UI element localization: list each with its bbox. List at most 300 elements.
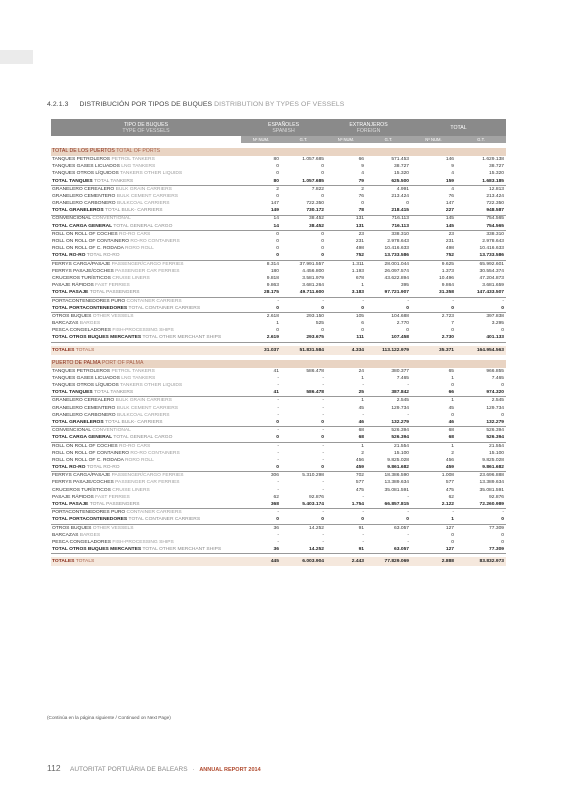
- row-label-en: CONTAINER CARRIERS: [126, 298, 182, 304]
- row-value: 4.334: [326, 346, 366, 355]
- row-label-es: TOTAL TANQUES: [52, 390, 93, 396]
- row-value: 15.320: [489, 171, 505, 177]
- row-label-en: BARGES: [79, 321, 101, 327]
- row-value: 1: [361, 375, 365, 381]
- row-label-es: GRANELERO CARBONERO: [52, 412, 116, 418]
- row-label-en: TOTALS: [75, 347, 95, 353]
- row-label-en: LNG TANKERS: [121, 164, 156, 170]
- row-label-en: BULK GRAIN CARRIERS: [115, 398, 172, 404]
- subtotal-row: [51, 289, 506, 297]
- row-value: 12.813: [456, 185, 506, 193]
- row-value: -: [322, 412, 325, 418]
- footer-separator: ·: [192, 766, 195, 773]
- row-value: 1: [361, 283, 365, 289]
- row-value: 21.554: [456, 442, 506, 450]
- row-value: 0: [361, 328, 365, 334]
- row-value: 2.443: [326, 557, 366, 566]
- row-value: 35.081.591: [384, 487, 410, 493]
- row-value: 0: [276, 239, 279, 244]
- row-value: 2.888: [411, 557, 456, 566]
- table-row: [51, 532, 506, 539]
- row-value: 974.320: [456, 389, 506, 397]
- row-label-en: PASSENGER CAR FERRIES: [115, 268, 180, 274]
- continued-note: (Continúa en la página siguiente / Continued on Next Page): [47, 715, 171, 720]
- row-value: 0: [241, 464, 281, 472]
- row-value: 387.842: [366, 389, 411, 397]
- row-value: 38.452: [281, 223, 326, 231]
- row-value: 38.727: [489, 164, 505, 170]
- row-label: [51, 516, 241, 524]
- row-value: 164.954.563: [456, 346, 506, 355]
- row-value: 678: [355, 275, 365, 281]
- table-row: [51, 185, 506, 193]
- row-value: 716.113: [366, 223, 411, 231]
- row-value: -: [366, 509, 411, 517]
- row-value: 21.554: [366, 442, 411, 450]
- row-value: 5.310.298: [281, 472, 326, 480]
- header-foreign: [326, 119, 411, 136]
- row-value: 1: [411, 516, 456, 524]
- row-label-en: TANKERS OTHER LIQUIDS: [120, 383, 183, 388]
- row-value: 92.876: [309, 494, 325, 500]
- region-header-row: [51, 148, 506, 156]
- row-label: [51, 335, 241, 343]
- table-row: [51, 442, 506, 450]
- row-value: 1: [326, 397, 366, 405]
- row-label-es: ROLL ON ROLL OF COCHES: [52, 443, 118, 449]
- row-value: 293.675: [281, 335, 326, 343]
- row-value: 0: [451, 328, 455, 334]
- row-label-en: BARGES: [79, 532, 101, 538]
- row-label: [51, 238, 241, 245]
- row-value: 459: [411, 464, 456, 472]
- row-value: -: [322, 405, 325, 411]
- row-label-en: PASSENGER/CARGO FERRIES: [111, 261, 184, 267]
- row-value: 76: [358, 193, 365, 199]
- row-value: 586.478: [306, 368, 325, 374]
- row-value: -: [281, 427, 326, 435]
- row-label-en: LNG TANKERS: [121, 375, 156, 381]
- row-value: 0: [321, 328, 325, 334]
- table-row: [51, 260, 506, 268]
- region-name-es: TOTAL DE LOS PUERTOS: [52, 148, 115, 155]
- row-value: 51.831.584: [281, 346, 326, 355]
- row-label: [51, 524, 241, 532]
- row-value: 66.857.815: [366, 501, 411, 509]
- row-value: 722.350: [486, 201, 505, 207]
- page-number: 112: [47, 763, 61, 773]
- row-value: 526.394: [366, 427, 411, 435]
- row-label-en: FAST FERRIES: [95, 494, 130, 500]
- row-value: 145: [411, 215, 456, 223]
- row-value: 306: [241, 472, 281, 480]
- row-label-es: TANQUES PETROLEROS: [52, 156, 111, 162]
- row-value: 18.386.590: [366, 472, 411, 480]
- table-row: [51, 487, 506, 494]
- row-value: 35.081.591: [479, 487, 505, 493]
- row-value: 65.992.601: [456, 260, 506, 268]
- row-label-es: OTROS BUQUES: [52, 525, 92, 531]
- row-value: -: [362, 383, 365, 388]
- row-value: 338.310: [366, 230, 411, 238]
- row-value: 0: [241, 434, 281, 442]
- table-body: [51, 143, 506, 566]
- row-value: 9: [361, 164, 365, 170]
- row-value: 145: [411, 223, 456, 231]
- row-value: -: [277, 487, 279, 493]
- row-value: 0: [321, 171, 325, 177]
- row-value: -: [362, 412, 365, 418]
- row-label-es: PORTACONTENEDORES PURO: [52, 510, 126, 516]
- table-row: [51, 382, 506, 389]
- row-value: 3.681.264: [302, 283, 325, 289]
- row-value: 0: [281, 305, 326, 313]
- subtotal-row: [51, 501, 506, 509]
- subheader-gt: G.T.: [281, 136, 326, 143]
- row-value: 28.001.044: [366, 260, 411, 268]
- row-value: 1.008: [411, 472, 456, 480]
- row-label-es: CRUCEROS TURÍSTICOS: [52, 487, 111, 493]
- row-value: 526.394: [456, 434, 506, 442]
- row-value: 293.150: [281, 312, 326, 320]
- row-label-es: TANQUES OTROS LÍQUIDOS: [52, 171, 119, 177]
- row-value: 445: [241, 557, 281, 566]
- row-value: 62: [273, 494, 279, 500]
- row-value: -: [277, 405, 279, 411]
- row-value: -: [322, 450, 325, 456]
- subtotal-row: [51, 178, 506, 186]
- row-value: 571.453: [391, 156, 410, 162]
- row-value: 1.057.685: [281, 178, 326, 186]
- row-value: 41: [273, 368, 279, 374]
- row-value: 129.734: [486, 405, 505, 411]
- row-value: 80: [273, 156, 279, 162]
- table-row: [51, 230, 506, 238]
- row-label-en: TOTAL RO-RO: [86, 465, 120, 471]
- row-value: 36: [241, 546, 281, 554]
- row-label-en: RORO ROLL: [125, 246, 154, 252]
- row-label-en: TOTAL RO-RO: [86, 253, 120, 259]
- row-value: 231: [445, 239, 455, 244]
- row-value: 15.100: [489, 450, 505, 456]
- row-label-es: GRANELERO CEREALERO: [52, 398, 115, 404]
- row-value: 3.681.659: [482, 283, 505, 289]
- row-value: 31.037: [241, 346, 281, 355]
- section-number: 4.2.1.3: [47, 101, 69, 108]
- row-value: 2.122: [411, 501, 456, 509]
- table-row: [51, 375, 506, 382]
- row-label-es: TANQUES PETROLEROS: [52, 368, 111, 374]
- row-value: 1: [326, 442, 366, 450]
- row-label-es: TANQUES GASES LICUADOS: [52, 164, 120, 170]
- row-value: 526.394: [366, 434, 411, 442]
- row-label: [51, 450, 241, 457]
- row-label-es: ROLL ON ROLL OF C. RODADA: [52, 457, 124, 463]
- row-value: 0: [321, 239, 325, 244]
- table-row: [51, 524, 506, 532]
- footer-report: ANNUAL REPORT 2014: [199, 767, 261, 773]
- region-name-en: TOTAL OF PORTS: [116, 148, 161, 155]
- table-row: [51, 268, 506, 275]
- header-spanish-es: ESPAÑOLES: [267, 121, 300, 128]
- table-row: [51, 450, 506, 457]
- row-value: 0: [451, 412, 455, 418]
- header-spanish: [241, 119, 326, 136]
- row-value: 0: [451, 532, 455, 538]
- row-value: -: [322, 375, 325, 381]
- row-label: [51, 397, 241, 405]
- row-label-en: TOTAL GENERAL CARGO: [113, 435, 173, 441]
- row-value: 754.565: [456, 223, 506, 231]
- row-label-es: TOTAL GRANELEROS: [52, 419, 104, 425]
- row-value: 730.172: [281, 207, 326, 215]
- row-value: 2: [451, 450, 455, 456]
- row-value: -: [277, 412, 279, 418]
- row-value: 459: [326, 464, 366, 472]
- row-value: -: [407, 383, 410, 388]
- row-value: 0: [366, 516, 411, 524]
- row-label: [51, 412, 241, 419]
- row-value: 397.838: [456, 312, 506, 320]
- subtotal-row: [51, 516, 506, 524]
- region-header: [51, 360, 506, 368]
- header-foreign-en: FOREIGN: [356, 127, 381, 134]
- row-value: 0: [501, 532, 505, 538]
- row-label-en: CONVENTIONAL: [92, 428, 131, 434]
- subtotal-row: [51, 389, 506, 397]
- row-value: 0: [276, 246, 279, 252]
- row-label-en: RORO ROLL: [125, 457, 154, 463]
- row-value: 79: [326, 178, 366, 186]
- row-value: 66: [411, 389, 456, 397]
- row-value: 0: [501, 412, 505, 418]
- row-label: [51, 539, 241, 546]
- row-value: 10.416.633: [479, 246, 505, 252]
- table-row: [51, 494, 506, 501]
- subtotal-row: [51, 464, 506, 472]
- row-label: [51, 480, 241, 487]
- row-label: [51, 464, 241, 472]
- row-label: [51, 305, 241, 313]
- row-value: -: [362, 532, 365, 538]
- grand-total-row: [51, 557, 506, 566]
- subtotal-row: [51, 305, 506, 313]
- row-value: 1.373: [441, 268, 455, 274]
- table-row: [51, 397, 506, 405]
- section-title-es: DISTRIBUCIÓN POR TIPOS DE BUQUES: [79, 101, 213, 108]
- row-value: 45: [358, 405, 365, 411]
- row-value: 97.721.907: [366, 289, 411, 297]
- row-value: 13.389.634: [384, 480, 410, 486]
- table-row: [51, 472, 506, 480]
- subheader-gt: G.T.: [366, 136, 411, 143]
- row-value: 4.991: [366, 185, 411, 193]
- region-name-en: PORT OF PALMA: [101, 360, 144, 367]
- row-label: [51, 163, 241, 170]
- row-value: 0: [281, 230, 326, 238]
- row-value: 76: [448, 193, 455, 199]
- row-label: [51, 215, 241, 223]
- row-label: [51, 501, 241, 509]
- row-label-en: TOTAL PASSENGERS: [89, 502, 140, 507]
- row-value: 77.309: [456, 524, 506, 532]
- grand-total-row: [51, 346, 506, 355]
- subtotal-row: [51, 434, 506, 442]
- row-value: -: [322, 532, 325, 538]
- row-value: 0: [326, 305, 366, 313]
- row-label-en: TOTAL BULK- CARRIERS: [105, 208, 163, 214]
- row-value: 30.554.374: [479, 268, 505, 274]
- header-type-es: TIPO DE BUQUES: [123, 121, 169, 128]
- row-value: 68: [326, 427, 366, 435]
- row-value: 45: [448, 405, 455, 411]
- header-type: [51, 119, 241, 136]
- row-value: 132.279: [366, 419, 411, 427]
- row-value: 0: [281, 419, 326, 427]
- row-value: 2.730: [411, 335, 456, 343]
- row-value: 132.279: [456, 419, 506, 427]
- row-label-en: PASSENGER/CARGO FERRIES: [111, 473, 184, 479]
- row-value: 525: [315, 321, 325, 327]
- row-value: -: [322, 539, 325, 545]
- row-value: 456: [355, 457, 365, 463]
- row-value: 9.625: [411, 260, 456, 268]
- row-value: 14: [241, 215, 281, 223]
- row-value: 1.629.138: [482, 156, 505, 162]
- row-label-en: RO-RO CONTAINERS: [130, 450, 180, 456]
- row-label-en: TOTAL CONTAINER CARRIERS: [128, 517, 201, 523]
- row-value: 752: [411, 252, 456, 260]
- row-value: 498: [445, 246, 455, 252]
- row-value: 1: [276, 321, 279, 327]
- row-label-es: FERRYS CARGA/PASAJE: [52, 473, 111, 479]
- row-label-en: TOTAL CONTAINER CARRIERS: [128, 305, 201, 311]
- row-label: [51, 382, 241, 389]
- row-value: 23.696.888: [456, 472, 506, 480]
- row-value: 702: [326, 472, 366, 480]
- vessel-distribution-table: [51, 119, 506, 566]
- row-value: 586.478: [281, 389, 326, 397]
- row-value: 23: [411, 230, 456, 238]
- row-value: 2.545: [366, 397, 411, 405]
- row-value: 1: [451, 375, 455, 381]
- row-value: 63.057: [366, 546, 411, 554]
- row-value: 0: [241, 230, 281, 238]
- row-value: 0: [411, 305, 456, 313]
- table-row: [51, 238, 506, 245]
- row-label-en: PASSENGER CAR FERRIES: [115, 480, 180, 486]
- row-value: -: [281, 442, 326, 450]
- row-label: [51, 427, 241, 435]
- row-label-en: FISH-PROCESSING SHIPS: [112, 539, 174, 545]
- row-value: 3.295: [491, 321, 505, 327]
- header-type-en: TYPE OF VESSELS: [122, 127, 170, 134]
- row-label-en: TOTAL TANKERS: [94, 390, 134, 396]
- region-name-es: PUERTO DE PALMA: [52, 360, 101, 367]
- row-value: 68: [411, 427, 456, 435]
- row-value: 0: [321, 164, 325, 170]
- row-value: 37.991.557: [281, 260, 326, 268]
- row-value: 218.415: [366, 207, 411, 215]
- row-value: 146: [445, 156, 455, 162]
- row-label: [51, 457, 241, 464]
- row-value: 80: [241, 178, 281, 186]
- row-value: 475: [445, 487, 455, 493]
- table-row: [51, 215, 506, 223]
- row-label-es: TOTAL CARGA GENERAL: [52, 435, 113, 441]
- row-value: 0: [281, 464, 326, 472]
- row-label: [51, 223, 241, 231]
- row-label: [51, 557, 241, 566]
- row-value: 0: [281, 516, 326, 524]
- row-value: 36: [241, 524, 281, 532]
- row-label-en: CONVENTIONAL: [92, 216, 131, 222]
- row-value: 716.113: [366, 215, 411, 223]
- row-value: 0: [321, 193, 325, 199]
- row-value: 3.183: [326, 289, 366, 297]
- row-label: [51, 472, 241, 480]
- row-label-en: FISH-PROCESSING SHIPS: [112, 328, 174, 334]
- row-label-es: FERRYS PASAJE/COCHES: [52, 480, 114, 486]
- row-value: 0: [241, 252, 281, 260]
- row-value: 1: [411, 442, 456, 450]
- row-value: 180: [270, 268, 279, 274]
- row-value: 9.825.028: [482, 457, 505, 463]
- row-value: 65: [448, 368, 455, 374]
- row-value: 147.433.507: [456, 289, 506, 297]
- header-row: [51, 119, 506, 136]
- row-value: 41: [241, 389, 281, 397]
- row-value: 625.500: [366, 178, 411, 186]
- row-label: [51, 297, 241, 305]
- row-value: -: [407, 412, 410, 418]
- row-value: 105: [326, 312, 366, 320]
- row-value: 0: [276, 164, 279, 170]
- row-label: [51, 207, 241, 215]
- subheader-num: Nº NUM.: [241, 136, 281, 143]
- row-label: [51, 389, 241, 397]
- row-value: 0: [276, 328, 279, 334]
- row-value: 456: [445, 457, 455, 463]
- row-label: [51, 275, 241, 282]
- row-value: 0: [276, 193, 279, 199]
- row-value: 966.855: [486, 368, 505, 374]
- row-value: 2.770: [396, 321, 410, 327]
- row-label-en: CRUISE LINERS: [112, 275, 150, 281]
- row-label: [51, 487, 241, 494]
- row-value: 1.754: [326, 501, 366, 509]
- row-value: 0: [241, 419, 281, 427]
- row-label-es: TOTAL TANQUES: [52, 178, 93, 184]
- row-label-es: TANQUES GASES LICUADOS: [52, 375, 120, 381]
- row-value: -: [362, 494, 365, 500]
- row-label-en: BULKCOAL CARRIERS: [116, 412, 170, 418]
- row-label: [51, 282, 241, 289]
- row-value: 0: [451, 383, 455, 388]
- row-label: [51, 230, 241, 238]
- row-value: -: [281, 509, 326, 517]
- row-value: 338.310: [456, 230, 506, 238]
- header-spanish-en: SPANISH: [272, 127, 295, 134]
- subheader-gt: G.T.: [456, 136, 506, 143]
- row-value: -: [366, 297, 411, 305]
- row-value: 526.394: [456, 427, 506, 435]
- row-value: 9.861.682: [366, 464, 411, 472]
- row-value: 0: [456, 305, 506, 313]
- row-value: 0: [456, 516, 506, 524]
- row-value: -: [277, 539, 279, 545]
- row-value: 0: [281, 434, 326, 442]
